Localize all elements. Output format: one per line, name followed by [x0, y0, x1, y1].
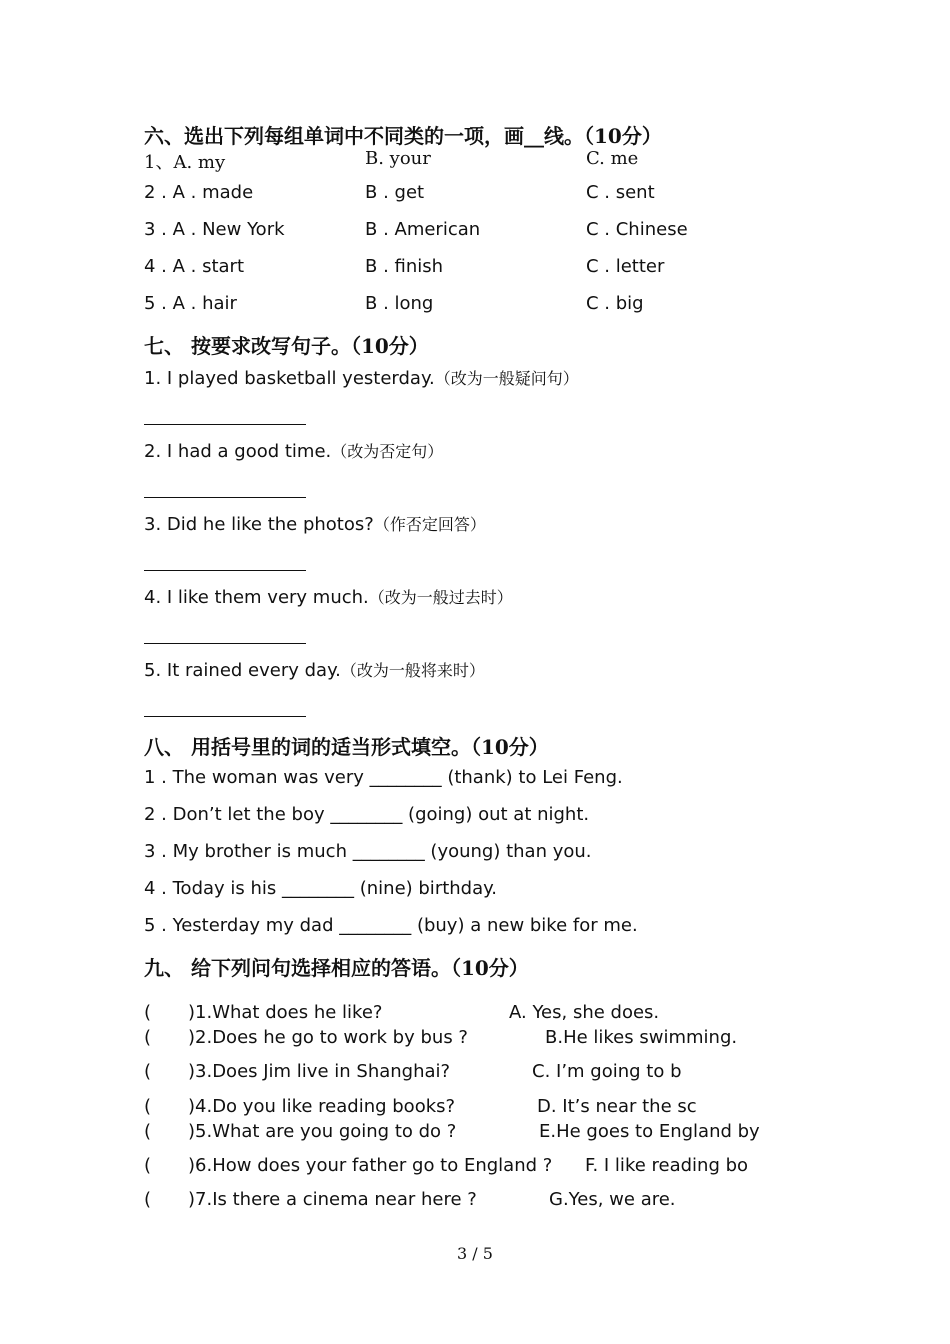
s6-row1-b: B. your — [365, 148, 431, 169]
s7-answer-line-4[interactable] — [144, 643, 306, 644]
s6-row5-b: B . long — [365, 293, 434, 314]
s9-answer-f: F. I like reading bo — [585, 1155, 749, 1176]
s6-row5-c: C . big — [586, 293, 644, 314]
s8-item3: 3 . My brother is much ________ (young) than you. — [144, 841, 592, 862]
s9-answer-a: A. Yes, she does. — [509, 1002, 660, 1023]
s6-row2-b: B . get — [365, 182, 425, 203]
s9-paren-7[interactable]: ( — [144, 1189, 152, 1210]
s9-question-1: )1.What does he like? — [188, 1002, 383, 1023]
s6-row4-a: 4 . A . start — [144, 256, 245, 277]
s9-answer-g: G.Yes, we are. — [549, 1189, 676, 1210]
s9-answer-c: C. I’m going to b — [532, 1061, 682, 1082]
s9-question-7: )7.Is there a cinema near here ? — [188, 1189, 477, 1210]
s9-question-6: )6.How does your father go to England ? — [188, 1155, 553, 1176]
section-6-title: 六、选出下列每组单词中不同类的一项，画__线。（10分） — [144, 124, 662, 148]
s7-item5 — [144, 658, 485, 681]
s7-item2-text: 2. I had a good time. — [144, 441, 332, 462]
s6-row3-c: C . Chinese — [586, 219, 688, 240]
s7-item4 — [144, 585, 513, 608]
s6-row5-a: 5 . A . hair — [144, 293, 237, 314]
s9-question-4: )4.Do you like reading books? — [188, 1096, 456, 1117]
s9-question-2: )2.Does he go to work by bus ? — [188, 1027, 468, 1048]
s8-item5: 5 . Yesterday my dad ________ (buy) a new bike for me. — [144, 915, 638, 936]
s9-answer-e: E.He goes to England by — [539, 1121, 760, 1142]
s9-question-5: )5.What are you going to do ? — [188, 1121, 457, 1142]
s7-item4-text: 4. I like them very much. — [144, 587, 369, 608]
s7-item5-note: （改为一般将来时） — [340, 661, 485, 680]
s7-item5-text: 5. It rained every day. — [144, 660, 341, 681]
s9-answer-b: B.He likes swimming. — [545, 1027, 738, 1048]
s9-paren-5[interactable]: ( — [144, 1121, 152, 1142]
s7-answer-line-5[interactable] — [144, 716, 306, 717]
s7-item3-note: （作否定回答） — [373, 515, 486, 534]
s8-item4: 4 . Today is his ________ (nine) birthday. — [144, 878, 497, 899]
s6-row4-b: B . finish — [365, 256, 444, 277]
s6-row3-a: 3 . A . New York — [144, 219, 285, 240]
s7-item1-note: （改为一般疑问句） — [434, 369, 579, 388]
s7-item3-text: 3. Did he like the photos? — [144, 514, 374, 535]
s7-item3 — [144, 512, 486, 535]
s7-answer-line-1[interactable] — [144, 424, 306, 425]
s7-item1 — [144, 366, 579, 389]
s7-item2 — [144, 439, 443, 462]
s6-row1-a: 1、A. my — [144, 152, 226, 173]
s7-item1-text: 1. I played basketball yesterday. — [144, 368, 435, 389]
s9-question-3: )3.Does Jim live in Shanghai? — [188, 1061, 451, 1082]
s6-row3-b: B . American — [365, 219, 481, 240]
s7-item2-note: （改为否定句） — [331, 442, 444, 461]
page-number: 3 / 5 — [457, 1244, 493, 1263]
s9-answer-d: D. It’s near the sc — [537, 1096, 697, 1117]
s8-item1: 1 . The woman was very ________ (thank) to Lei Feng. — [144, 767, 623, 788]
s6-row1-c: C. me — [586, 148, 639, 169]
s9-paren-2[interactable]: ( — [144, 1027, 152, 1048]
section-9-title: 九、 给下列问句选择相应的答语。（10分） — [144, 956, 529, 980]
s6-row2-a: 2 . A . made — [144, 182, 254, 203]
s7-answer-line-3[interactable] — [144, 570, 306, 571]
s6-row4-c: C . letter — [586, 256, 665, 277]
s7-item4-note: （改为一般过去时） — [368, 588, 513, 607]
s9-paren-3[interactable]: ( — [144, 1061, 152, 1082]
s6-row2-c: C . sent — [586, 182, 655, 203]
s9-paren-4[interactable]: ( — [144, 1096, 152, 1117]
section-8-title: 八、 用括号里的词的适当形式填空。（10分） — [144, 735, 549, 759]
section-7-title: 七、 按要求改写句子。（10分） — [144, 334, 429, 358]
s9-paren-6[interactable]: ( — [144, 1155, 152, 1176]
s8-item2: 2 . Don’t let the boy ________ (going) out at night. — [144, 804, 590, 825]
s7-answer-line-2[interactable] — [144, 497, 306, 498]
s9-paren-1[interactable]: ( — [144, 1002, 152, 1023]
